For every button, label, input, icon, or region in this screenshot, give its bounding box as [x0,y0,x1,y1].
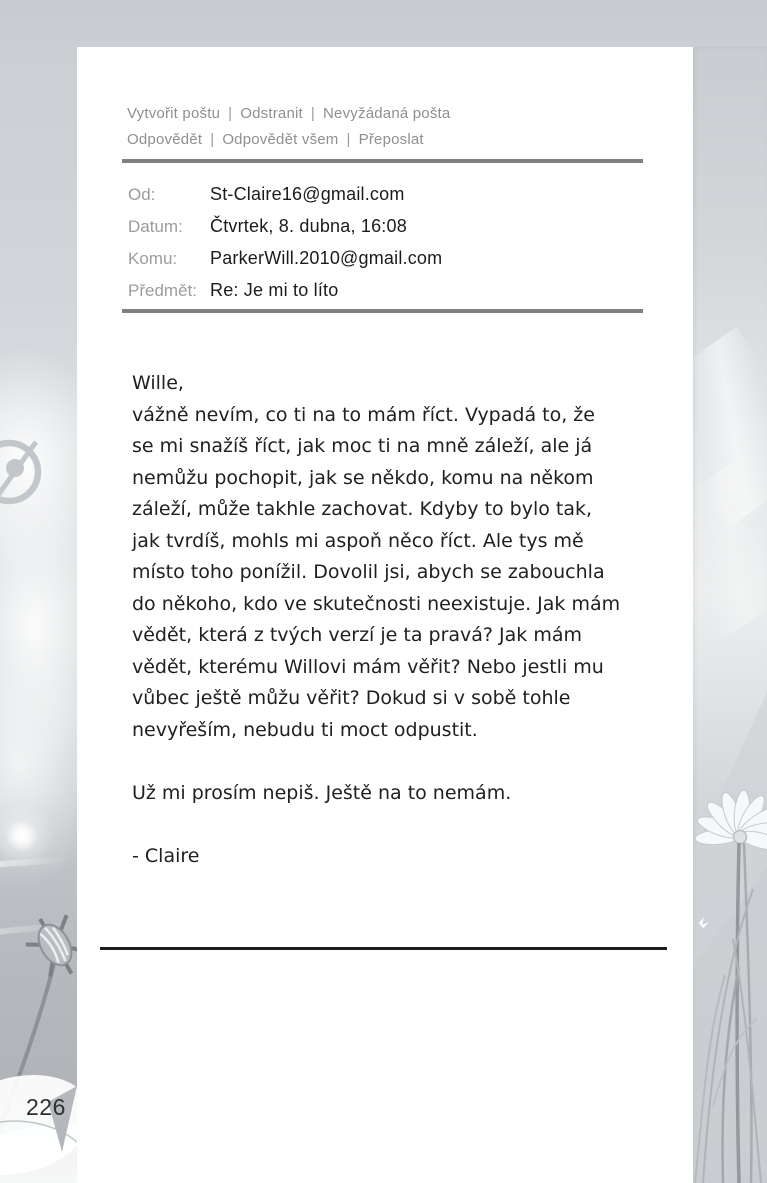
email-toolbar [127,101,450,153]
email-body [132,368,620,872]
email-headers [128,178,442,306]
toolbar-divider [122,159,643,163]
toolbar-separator: | [228,105,233,122]
body-line: vědět, kterému Willovi mám věřit? Nebo jestli mu [132,655,604,678]
from-label: Od: [128,185,156,204]
email-panel [77,47,693,1183]
junk-mail-button[interactable]: Nevyžádaná pošta [323,105,451,122]
header-row-from [128,178,442,210]
delete-button[interactable]: Odstranit [240,105,303,122]
subject-label: Předmět: [128,281,197,300]
toolbar-separator: | [346,131,351,148]
glow-orb-icon [6,820,38,852]
toolbar-row-2 [127,127,450,153]
body-line: vědět, která z tvých verzí je ta pravá? Jak mám [132,624,582,646]
date-label: Datum: [128,217,183,236]
body-line: Wille, [132,372,184,394]
body-line: jak tvrdíš, mohls mi aspoň něco říct. Ale tys mě [132,529,584,552]
swirl-ornament-icon [0,432,50,512]
date-value: Čtvrtek, 8. dubna, 16:08 [210,216,407,236]
from-value: St-Claire16@gmail.com [210,184,405,204]
reply-button[interactable]: Odpovědět [127,131,203,148]
background-left-margin [0,47,77,1183]
body-line: místo toho ponížil. Dovolil jsi, abych se zabouchla [132,561,605,583]
body-line: nemůžu pochopit, jak se někdo, komu na někom [132,466,594,489]
body-line-blank [132,746,620,778]
compose-mail-button[interactable]: Vytvořit poštu [127,105,221,122]
email-end-divider [100,947,667,950]
page-number: 226 [26,1094,66,1120]
body-line-signature: - Claire [132,844,200,867]
flower-bud-icon [0,890,77,1183]
toolbar-row-1 [127,101,450,127]
body-line: do někoho, kdo ve skutečnosti neexistuje. Jak mám [132,592,621,615]
body-line: se mi snažíš říct, jak moc ti na mně záleží, ale já [132,435,593,457]
toolbar-separator: | [210,131,215,148]
reply-all-button[interactable]: Odpovědět všem [222,131,339,148]
background-top-band [0,0,767,47]
light-streak [693,455,767,639]
forward-button[interactable]: Přeposlat [358,131,424,148]
to-label: Komu: [128,249,178,268]
to-value: ParkerWill.2010@gmail.com [210,248,443,268]
header-row-to [128,242,442,274]
body-line: Už mi prosím nepiš. Ještě na to nemám. [132,781,512,804]
headers-divider [122,309,643,313]
toolbar-separator: | [310,105,316,122]
daisy-flower-icon [693,637,767,1183]
header-row-date [128,210,442,242]
subject-value: Re: Je mi to líto [210,280,339,300]
body-line: záleží, může takhle zachovat. Kdyby to bylo tak, [132,498,593,520]
body-line: vůbec ještě můžu věřit? Dokud si v sobě tohle [132,687,571,709]
body-line-blank [132,809,620,841]
header-row-subject [128,274,442,306]
body-line: vážně nevím, co ti na to mám říct. Vypadá to, že [132,403,595,426]
background-right-margin [693,47,767,1183]
body-line: nevyřeším, nebudu ti moct odpustit. [132,718,478,741]
